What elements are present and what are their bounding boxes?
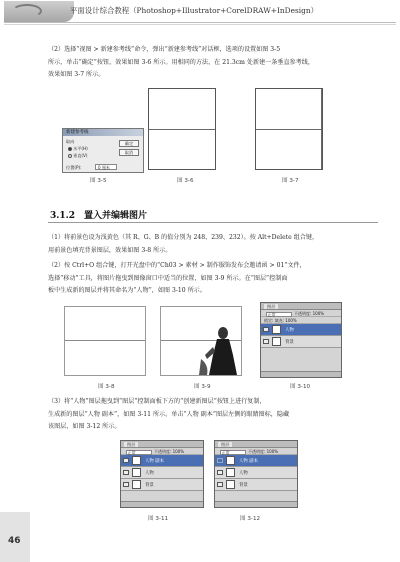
text-line: 生成新的图层“人物 副本”，如图 3-11 所示。单击“人物 副本”图层左侧的眼睛图标，隐藏: [48, 410, 290, 418]
header-logo-tab: [4, 1, 74, 22]
cancel-button[interactable]: 取消: [119, 149, 139, 156]
layers-panel-fig3-10: [260, 302, 342, 378]
layer-row[interactable]: [261, 336, 341, 348]
opacity-label: 不透明度:: [248, 449, 266, 454]
blend-row: [261, 310, 341, 317]
layers-tab-bar: [215, 441, 297, 448]
layer-thumbnail: [272, 337, 281, 346]
layer-row[interactable]: [215, 467, 297, 479]
lock-label: 锁定:: [264, 318, 274, 323]
paragraph-guides: [48, 44, 366, 82]
paragraph-place-image: [48, 260, 366, 298]
lock-row: [261, 317, 341, 324]
text-line: （2）选择“视图 > 新建参考线”命令，弹出“新建参考线”对话框，选项的设置如图 3-5: [48, 46, 281, 53]
layer-row[interactable]: [121, 455, 203, 467]
eye-icon[interactable]: [217, 482, 223, 487]
caption-fig3-10: 图 3-10: [290, 384, 311, 390]
caption-fig3-9: 图 3-9: [194, 384, 211, 390]
blend-row: [215, 448, 297, 455]
blend-mode-select[interactable]: 正常: [266, 312, 292, 317]
text-line: 所示，单击“确定”按钮，效果如图 3-6 所示。用相同的方法，在 21.3cm 处新建一条垂直参考线，: [48, 58, 314, 66]
layer-thumbnail: [226, 468, 235, 477]
page-number: 46: [8, 536, 21, 546]
eye-icon-hidden[interactable]: [217, 458, 223, 463]
layer-thumbnail: [226, 480, 235, 489]
eye-icon[interactable]: [123, 470, 129, 475]
layer-name: 人物: [239, 471, 248, 476]
layers-tab[interactable]: 图层: [218, 442, 232, 447]
vertical-option[interactable]: [68, 153, 88, 159]
heading-rule: [48, 222, 378, 223]
position-label: 位置(P):: [66, 165, 82, 170]
caption-fig3-5: 图 3-5: [90, 178, 107, 184]
fill-label: 填充:: [274, 318, 284, 323]
section-heading: 3.1.2 置入并编辑图片: [50, 211, 148, 221]
layers-footer-toolbar: [261, 371, 341, 377]
layer-name: 背景: [239, 483, 248, 488]
layer-thumbnail: [272, 325, 281, 334]
layers-tab[interactable]: 图层: [124, 442, 138, 447]
vertical-label: 垂直(V): [73, 153, 88, 158]
opacity-value[interactable]: 100%: [266, 449, 279, 454]
opacity-label: 不透明度:: [154, 449, 172, 454]
vertical-guide: [321, 89, 322, 169]
eye-icon[interactable]: [123, 482, 129, 487]
paragraph-fill-background: [48, 232, 366, 257]
horizontal-guide: [256, 129, 322, 130]
header-rule-thin: [4, 24, 396, 25]
radio-icon: [68, 147, 72, 151]
text-line: 该图层，如图 3-12 所示。: [48, 423, 121, 431]
text-line: 板中生成新的图层并将其命名为“人物”，如图 3-10 所示。: [48, 287, 206, 295]
text-line: （1）将前景色设为浅黄色（其 R、G、B 的值分别为 248、239、232）。按 Alt+Delete 组合键，: [48, 234, 319, 241]
layer-name: 人物: [285, 328, 294, 333]
layers-panel-fig3-12: [214, 440, 298, 508]
fill-value[interactable]: 100%: [285, 318, 297, 323]
blend-row: [121, 448, 203, 455]
layers-tab-bar: [261, 303, 341, 310]
layers-tab[interactable]: 图层: [264, 304, 278, 309]
layer-name: 人物 副本: [145, 459, 164, 464]
ok-button[interactable]: 确定: [119, 140, 139, 147]
layer-thumbnail: [132, 480, 141, 489]
opacity-value[interactable]: 100%: [312, 311, 325, 316]
layer-name: 人物: [145, 471, 154, 476]
radio-icon: [68, 154, 72, 158]
text-line: 用前景色填充背景图层，效果如图 3-8 所示。: [48, 246, 172, 254]
layer-thumbnail: [226, 456, 235, 465]
position-input[interactable]: 0 厘米: [95, 164, 117, 170]
header-title: 平面设计综合教程（Photoshop+Illustrator+CorelDRAW+InDesign）: [70, 6, 319, 15]
layer-row[interactable]: [215, 455, 297, 467]
horizontal-label: 水平(H): [73, 146, 88, 151]
opacity-value[interactable]: 100%: [172, 449, 185, 454]
opacity-label: 不透明度:: [294, 311, 312, 316]
layer-row[interactable]: [121, 479, 203, 491]
caption-fig3-8: 图 3-8: [98, 384, 115, 390]
canvas-with-person: [160, 306, 242, 376]
running-header: [0, 0, 400, 22]
layers-panel-fig3-11: [120, 440, 204, 508]
horizontal-guide: [65, 340, 145, 341]
orientation-label: 取向: [66, 139, 75, 144]
caption-fig3-11: 图 3-11: [148, 516, 169, 522]
text-line: （2）按 Ctrl+O 组合键，打开光盘中的“Ch03 > 素材 > 制作服饰发布会邀请函 > 01”文件，: [48, 262, 306, 269]
eye-icon[interactable]: [263, 339, 269, 344]
horizontal-option[interactable]: [68, 146, 88, 152]
paragraph-duplicate-layer: [48, 396, 366, 434]
caption-fig3-7: 图 3-7: [282, 178, 299, 184]
layer-row[interactable]: [215, 479, 297, 491]
caption-fig3-6: 图 3-6: [177, 178, 194, 184]
new-guide-dialog: [62, 128, 144, 173]
layer-name: 背景: [285, 340, 294, 345]
layer-row[interactable]: [121, 467, 203, 479]
layer-name: 人物 副本: [239, 459, 258, 464]
swirl-ornament: [12, 4, 42, 18]
canvas-horizontal-guide: [148, 88, 216, 170]
layer-row[interactable]: [261, 324, 341, 336]
text-line: （3）将“人物”图层拖曳到“图层”控制面板下方的“创建新图层”按钮上进行复制，: [48, 398, 266, 405]
canvas-filled-background: [64, 306, 146, 376]
dialog-title: 新建参考线: [63, 129, 143, 136]
eye-icon[interactable]: [123, 458, 129, 463]
person-image: [199, 325, 241, 377]
eye-icon[interactable]: [217, 470, 223, 475]
canvas-cross-guides: [255, 88, 323, 170]
layer-thumbnail: [132, 468, 141, 477]
caption-fig3-12: 图 3-12: [240, 516, 261, 522]
layer-thumbnail: [132, 456, 141, 465]
layers-footer-toolbar: [121, 501, 203, 507]
blend-mode-select[interactable]: 正常: [220, 450, 246, 455]
layers-footer-toolbar: [215, 501, 297, 507]
text-line: 效果如图 3-7 所示。: [48, 71, 105, 79]
blend-mode-select[interactable]: 正常: [126, 450, 152, 455]
layer-name: 背景: [145, 483, 154, 488]
horizontal-guide: [149, 129, 215, 130]
eye-icon[interactable]: [263, 327, 269, 332]
text-line: 选择“移动”工具，将图片拖曳到图像窗口中适当的位置，如图 3-9 所示。在“图层”控制面: [48, 274, 288, 282]
header-rule: [4, 22, 396, 23]
layers-tab-bar: [121, 441, 203, 448]
